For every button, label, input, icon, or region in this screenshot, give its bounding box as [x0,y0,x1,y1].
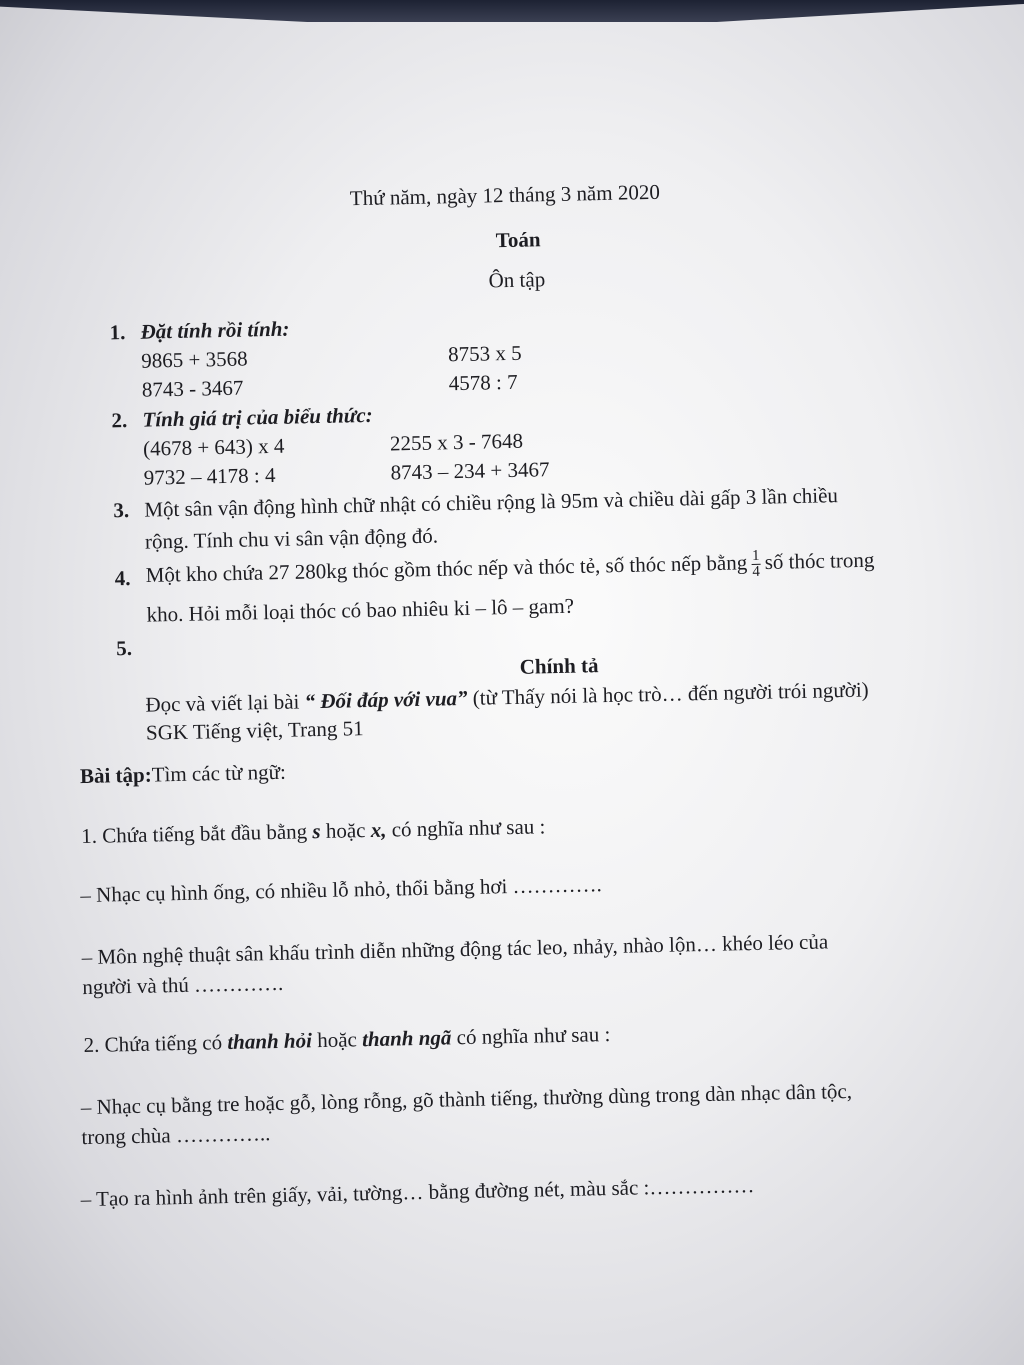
part2-suffix: có nghĩa như sau : [456,1022,611,1050]
part1-mid: hoặc [325,818,366,843]
q1-number: 1. [109,320,126,345]
spelling-title: Chính tả [519,653,599,679]
topic-title: Ôn tập [488,267,546,293]
q4-line-1-end: số thóc trong [764,547,875,574]
q1-item-1: 9865 + 3568 [140,346,248,373]
part2-item-1-line-1: – Nhạc cụ bằng tre hoặc gỗ, lòng rỗng, gõ thành tiếng, thường dùng trong dàn nhạc dân tộc, [80,1078,853,1120]
part2-item-1-line-2: trong chùa ………….. [81,1121,271,1150]
q4-line-1 [145,546,874,592]
q1-item-3: 8743 - 3467 [141,375,244,402]
part1-item-2-line-2: người và thú …………. [82,970,284,1000]
spelling-intro: Đọc và viết lại bài [145,689,300,717]
q4-number: 4. [114,565,131,591]
q1-title: Đặt tính rồi tính: [140,316,290,344]
q1-item-4: 4578 : 7 [448,369,518,396]
exercise-heading [80,760,286,789]
fraction-denominator: 4 [752,563,761,580]
q2-item-1: (4678 + 643) x 4 [142,433,285,461]
subject-title: Toán [495,227,541,253]
q5-number: 5. [115,635,133,661]
q3-line-1: Một sân vận động hình chữ nhật có chiều rộng là 95m và chiều dài gấp 3 lần chiều [144,483,839,522]
q2-number: 2. [111,408,128,433]
q3-number: 3. [113,497,130,523]
q3-line-2: rộng. Tính chu vi sân vận động đó. [144,523,439,554]
part2-mid: hoặc [316,1027,358,1053]
exercise-label: Bài tập: [79,762,152,789]
exercise-part-2 [83,1022,610,1058]
q2-item-2: 2255 x 3 - 7648 [389,428,524,456]
fraction-one-quarter [751,549,761,580]
q4-line-1-text: Một kho chứa 27 280kg thóc gồm thóc nếp và thóc tẻ, số thóc nếp bằng [145,550,748,587]
exercise-part-1 [81,814,546,849]
part1-suffix: có nghĩa như sau : [391,814,546,842]
q2-title: Tính giá trị của biểu thức: [142,402,373,432]
q2-item-3: 9732 – 4178 : 4 [143,462,276,490]
spelling-line-1 [145,678,869,718]
fraction-numerator: 1 [751,547,760,564]
part2-item-2: – Tạo ra hình ảnh trên giấy, vải, tường… bằng đường nét, màu sắc :…………… [80,1173,755,1212]
exercise-intro: Tìm các từ ngữ: [151,759,287,787]
spelling-line-2: SGK Tiếng việt, Trang 51 [145,716,364,745]
part1-letter-s: s [312,819,321,844]
part1-letter-x: x, [370,817,387,842]
part1-item-1: – Nhạc cụ hình ống, có nhiều lỗ nhỏ, thổi bằng hơi …………. [80,872,602,908]
part2-tone-nga: thanh ngã [361,1025,452,1052]
spelling-range: (từ Thấy nói là học trò… đến người trói người) [472,677,869,710]
part1-prefix: 1. Chứa tiếng bắt đầu bằng [80,819,308,849]
part2-tone-hoi: thanh hỏi [227,1028,313,1055]
part2-prefix: 2. Chứa tiếng có [83,1030,223,1058]
lesson-title: “ Đối đáp với vua” [304,685,468,714]
q4-line-2: kho. Hỏi mỗi loại thóc có bao nhiêu ki – lô – gam? [146,593,575,627]
date-line: Thứ năm, ngày 12 tháng 3 năm 2020 [349,179,661,211]
part1-item-2-line-1: – Môn nghệ thuật sân khấu trình diễn những động tác leo, nhảy, nhào lộn… khéo léo của [81,929,829,970]
q2-item-4: 8743 – 234 + 3467 [390,457,550,485]
q1-item-2: 8753 x 5 [447,340,522,367]
